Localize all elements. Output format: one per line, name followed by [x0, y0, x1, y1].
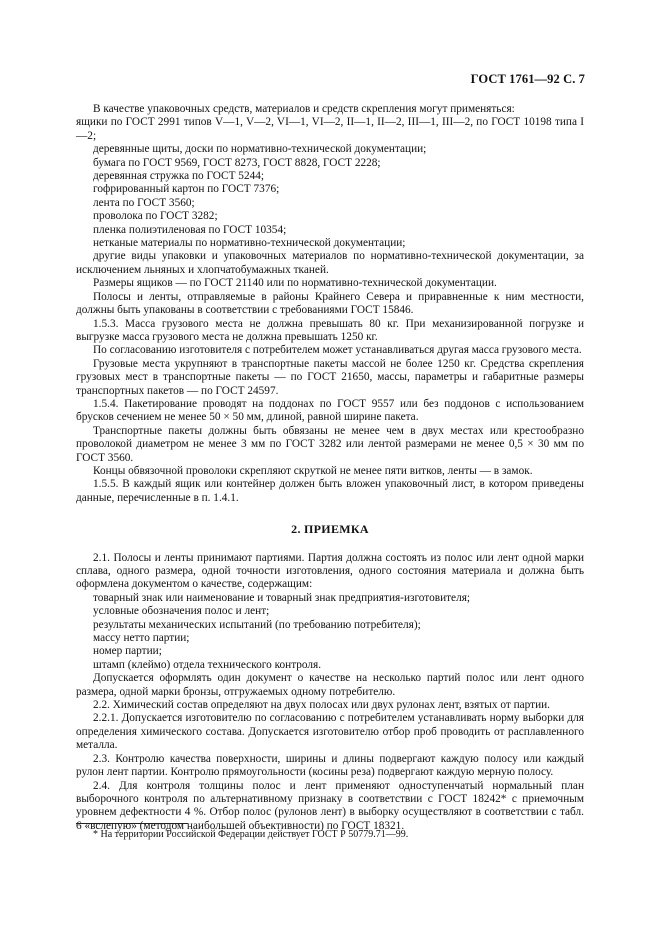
paragraph: бумага по ГОСТ 9569, ГОСТ 8273, ГОСТ 8828, ГОСТ 2228;: [93, 156, 381, 169]
paragraph: штамп (клеймо) отдела технического контроля.: [93, 658, 322, 671]
paragraph: Грузовые места укрупняют в транспортные пакеты массой не более 1250 кг. Средства скрепления грузовых мест в транспортные пакеты — по ГОСТ 21650, массы, параметры и габаритные размеры транспортных пакетов — по ГОСТ 24597.: [76, 357, 584, 397]
section-title: 2. ПРИЕМКА: [291, 522, 369, 537]
paragraph: Допускается оформлять один документ о качестве на несколько партий полос или лент одного размера, одной марки бронзы, отгружаемых одному потребителю.: [76, 672, 584, 698]
paragraph: 2.1. Полосы и ленты принимают партиями. Партия должна состоять из полос или лент одной марки сплава, одного размера, одной точности изготовления, одного состояния материала и должна быть оформлена документом о качестве, содержащим:: [76, 551, 584, 591]
document-body: [76, 103, 584, 833]
paragraph: 2.3. Контролю качества поверхности, ширины и длины подвергают каждую полосу или каждый рулон лент партии. Контролю прямоугольности (косины реза) подвергают каждую мерную полосу.: [76, 752, 584, 779]
paragraph: В качестве упаковочных средств, материалов и средств скрепления могут применяться:: [93, 103, 515, 115]
paragraph: 2.2. Химический состав определяют на двух полосах или двух рулонах лент, взятых от партии.: [93, 699, 551, 712]
paragraph: проволока по ГОСТ 3282;: [93, 210, 218, 223]
paragraph: нетканые материалы по нормативно-технической документации;: [93, 237, 406, 250]
paragraph: ящики по ГОСТ 2991 типов V—1, V—2, VI—1, VI—2, II—1, II—2, III—1, III—2, по ГОСТ 10198 типа I—2;: [76, 116, 584, 142]
paragraph: другие виды упаковки и упаковочных материалов по нормативно-технической документации, за исключением льняных и хлопчатобумажных тканей.: [76, 250, 584, 276]
paragraph: пленка полиэтиленовая по ГОСТ 10354;: [93, 223, 287, 236]
paragraph: По согласованию изготовителя с потребителем может устанавливаться другая масса грузового места.: [93, 344, 582, 357]
paragraph: лента по ГОСТ 3560;: [93, 196, 195, 209]
paragraph: Полосы и ленты, отправляемые в районы Крайнего Севера и приравненные к ним местности, должны быть упакованы в соответствии с требованиями ГОСТ 15846.: [76, 290, 584, 317]
page-header: ГОСТ 1761—92 С. 7: [470, 72, 585, 86]
footnote-divider: [76, 823, 188, 824]
paragraph: деревянная стружка по ГОСТ 5244;: [93, 170, 265, 183]
paragraph: товарный знак или наименование и товарный знак предприятия-изготовителя;: [93, 591, 471, 604]
paragraph: результаты механических испытаний (по требованию потребителя);: [93, 618, 421, 631]
paragraph: Транспортные пакеты должны быть обвязаны не менее чем в двух местах или крестообразно проволокой диаметром не менее 3 мм по ГОСТ 3282 или лентой размерами не менее 0,5 × 30 мм по ГОСТ 3560.: [76, 424, 584, 464]
acceptance-section: [76, 552, 584, 834]
paragraph: деревянные щиты, доски по нормативно-технической документации;: [93, 143, 427, 156]
paragraph: 1.5.4. Пакетирование проводят на поддонах по ГОСТ 9557 или без поддонов с использованием брусков сечением не менее 50 × 50 мм, длиной, равной ширине пакета.: [76, 397, 584, 424]
paragraph: условные обозначения полос и лент;: [93, 605, 270, 618]
paragraph: гофрированный картон по ГОСТ 7376;: [93, 183, 280, 196]
paragraph: массу нетто партии;: [93, 632, 190, 645]
paragraph: 2.4. Для контроля толщины полос и лент применяют одноступенчатый нормальный план выборочного контроля по альтернативному признаку в соответствии с ГОСТ 18242* с приемочным уровнем дефектности 4 %. Отбор полос (рулонов лент) в выборку осуществляют в соответствии с табл. 6 «вслепую» (методом наибольшей объективности) по ГОСТ 18321.: [76, 779, 584, 832]
paragraph: Концы обвязочной проволоки скрепляют скруткой не менее пяти витков, ленты — в замок.: [93, 464, 533, 477]
footnote: * На территории Российской Федерации действует ГОСТ Р 50779.71—99.: [93, 829, 409, 840]
paragraph: 1.5.5. В каждый ящик или контейнер должен быть вложен упаковочный лист, в котором приведены данные, перечисленные в п. 1.4.1.: [76, 478, 584, 504]
packaging-section: [76, 103, 584, 505]
paragraph: Размеры ящиков — по ГОСТ 21140 или по нормативно-технической документации.: [93, 277, 497, 290]
paragraph: 1.5.3. Масса грузового места не должна превышать 80 кг. При механизированной погрузке и выгрузке масса грузового места не должна превышать 1250 кг.: [76, 317, 584, 343]
paragraph: 2.2.1. Допускается изготовителю по согласованию с потребителем устанавливать норму выборки для определения химического состава. Допускается изготовителю отбор проб проводить от расплавленного металла.: [76, 712, 584, 752]
paragraph: номер партии;: [93, 645, 162, 658]
